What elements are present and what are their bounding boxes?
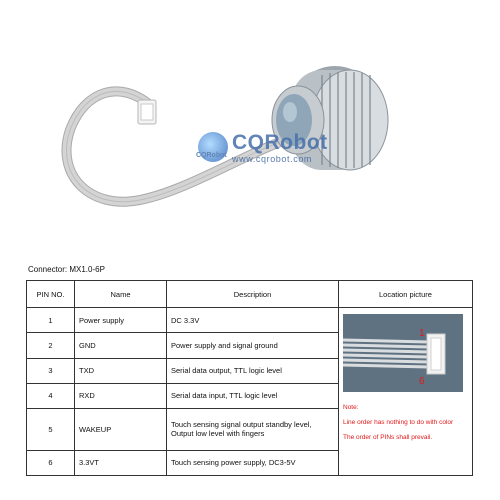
note-title: Note: bbox=[343, 404, 359, 411]
table-row bbox=[27, 308, 473, 333]
pin-name: TXD bbox=[75, 358, 167, 383]
pin-description: Touch sensing signal output standby level, Output low level with fingers bbox=[167, 409, 339, 451]
connector-label: Connector: MX1.0-6P bbox=[28, 265, 105, 274]
location-picture bbox=[343, 314, 463, 392]
table-header-row bbox=[27, 281, 473, 308]
pin-name: WAKEUP bbox=[75, 409, 167, 451]
pin-description: Serial data output, TTL logic level bbox=[167, 358, 339, 383]
location-label-bottom: 6 bbox=[419, 376, 425, 387]
location-label-top: 1 bbox=[419, 328, 425, 339]
pin-number: 3 bbox=[27, 358, 75, 383]
pin-name: 3.3VT bbox=[75, 450, 167, 475]
location-picture-cell bbox=[339, 308, 473, 476]
watermark bbox=[198, 132, 328, 164]
pin-table bbox=[26, 280, 473, 476]
brand-url: www.cqrobot.com bbox=[232, 154, 313, 164]
pin-name: RXD bbox=[75, 383, 167, 408]
pin-name: GND bbox=[75, 333, 167, 358]
pin-number: 6 bbox=[27, 450, 75, 475]
header-name: Name bbox=[75, 281, 167, 308]
logo-text: CQRobot bbox=[196, 152, 227, 159]
pin-name: Power supply bbox=[75, 308, 167, 333]
pin-description: DC 3.3V bbox=[167, 308, 339, 333]
connector-plug bbox=[138, 100, 156, 124]
header-location: Location picture bbox=[339, 281, 473, 308]
cqrobot-logo-icon bbox=[198, 132, 228, 162]
note-line-2: The order of PINs shall prevail. bbox=[343, 434, 433, 441]
pin-number: 4 bbox=[27, 383, 75, 408]
note-line-1: Line order has nothing to do with color bbox=[343, 419, 454, 426]
pin-number: 2 bbox=[27, 333, 75, 358]
pin-number: 1 bbox=[27, 308, 75, 333]
pin-number: 5 bbox=[27, 409, 75, 451]
location-notes bbox=[343, 400, 453, 445]
watermark-brand bbox=[232, 132, 328, 164]
header-description: Description bbox=[167, 281, 339, 308]
header-pin: PIN NO. bbox=[27, 281, 75, 308]
pin-description: Touch sensing power supply, DC3-5V bbox=[167, 450, 339, 475]
brand-name: CQRobot bbox=[232, 131, 328, 154]
pin-description: Serial data input, TTL logic level bbox=[167, 383, 339, 408]
pin-description: Power supply and signal ground bbox=[167, 333, 339, 358]
